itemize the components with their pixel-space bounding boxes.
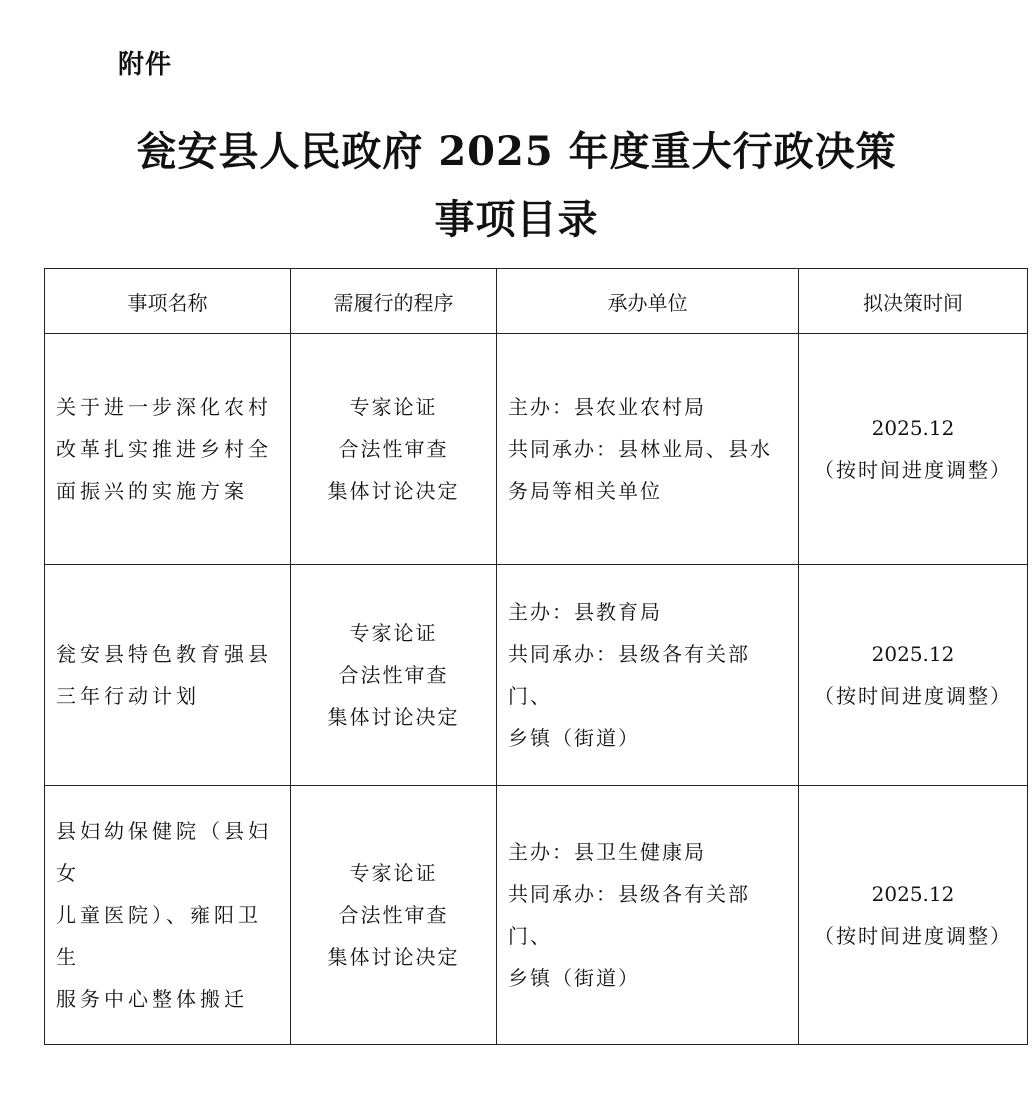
table-row xyxy=(45,565,1028,786)
unit-line: 共同承办：县级各有关部门、 xyxy=(508,882,750,948)
item-name-cell xyxy=(45,565,291,786)
item-name-line: 三年行动计划 xyxy=(56,684,200,708)
table-header-row xyxy=(45,269,1028,334)
decision-date-note: （按时间进度调整） xyxy=(814,458,1012,482)
procedure-line: 集体讨论决定 xyxy=(327,945,460,969)
procedure-line: 集体讨论决定 xyxy=(327,705,460,729)
unit-line: 主办：县教育局 xyxy=(508,600,662,624)
item-name-line: 瓮安县特色教育强县 xyxy=(56,642,272,666)
unit-line: 主办：县农业农村局 xyxy=(508,395,706,419)
unit-line: 共同承办：县林业局、县水 xyxy=(508,437,772,461)
procedure-line: 合法性审查 xyxy=(338,437,449,461)
units-cell xyxy=(497,786,799,1045)
item-name-line: 改革扎实推进乡村全 xyxy=(56,437,272,461)
header-procedures: 需履行的程序 xyxy=(291,269,497,334)
units-cell xyxy=(497,565,799,786)
unit-line: 乡镇（街道） xyxy=(508,966,640,990)
item-name-line: 服务中心整体搬迁 xyxy=(56,987,248,1011)
item-name-line: 关于进一步深化农村 xyxy=(56,395,272,419)
item-name-line: 面振兴的实施方案 xyxy=(56,479,248,503)
table-row xyxy=(45,334,1028,565)
item-name-line: 县妇幼保健院（县妇女 xyxy=(56,819,272,885)
procedure-line: 合法性审查 xyxy=(338,663,449,687)
decision-date: 2025.12 xyxy=(871,642,955,666)
decision-date-note: （按时间进度调整） xyxy=(814,924,1012,948)
time-cell xyxy=(799,786,1028,1045)
item-name-cell xyxy=(45,334,291,565)
header-item-name: 事项名称 xyxy=(45,269,291,334)
table-row xyxy=(45,786,1028,1045)
procedures-cell xyxy=(291,334,497,565)
procedure-line: 专家论证 xyxy=(349,395,438,419)
unit-line: 共同承办：县级各有关部门、 xyxy=(508,642,750,708)
procedures-cell xyxy=(291,786,497,1045)
attachment-label: 附件 xyxy=(118,50,173,80)
unit-line: 务局等相关单位 xyxy=(508,479,662,503)
decision-date-note: （按时间进度调整） xyxy=(814,684,1012,708)
procedure-line: 集体讨论决定 xyxy=(327,479,460,503)
item-name-cell xyxy=(45,786,291,1045)
document-title-line-2: 事项目录 xyxy=(434,196,599,243)
document-title-line-1: 瓮安县人民政府 2025 年度重大行政决策 xyxy=(136,128,897,175)
procedures-cell xyxy=(291,565,497,786)
unit-line: 主办：县卫生健康局 xyxy=(508,840,706,864)
item-name-line: 儿童医院）、雍阳卫生 xyxy=(56,903,262,969)
procedure-line: 专家论证 xyxy=(349,861,438,885)
units-cell xyxy=(497,334,799,565)
procedure-line: 合法性审查 xyxy=(338,903,449,927)
decision-date: 2025.12 xyxy=(871,882,955,906)
time-cell xyxy=(799,565,1028,786)
procedure-line: 专家论证 xyxy=(349,621,438,645)
decision-items-table xyxy=(44,268,1028,1045)
header-responsible-units: 承办单位 xyxy=(497,269,799,334)
time-cell xyxy=(799,334,1028,565)
header-decision-time: 拟决策时间 xyxy=(799,269,1028,334)
decision-date: 2025.12 xyxy=(871,416,955,440)
unit-line: 乡镇（街道） xyxy=(508,726,640,750)
